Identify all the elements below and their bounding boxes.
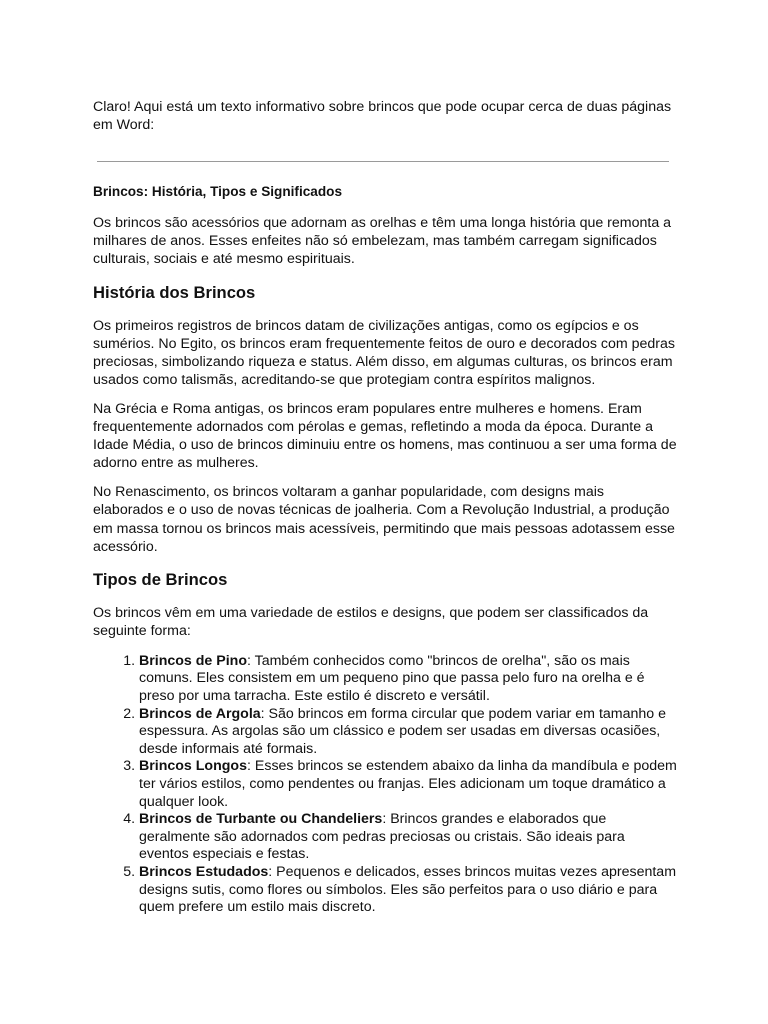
list-item <box>139 758 678 811</box>
list-item-description: : Também conhecidos como "brincos de orelha", são os mais comuns. Eles consistem em um pequeno pino que passa pelo furo na orelha e é preso por uma tarracha. Este estilo é discreto e versátil. <box>139 652 645 705</box>
list-item <box>139 811 678 864</box>
document-title: Brincos: História, Tipos e Significados <box>93 184 343 200</box>
list-item-description: : Esses brincos se estendem abaixo da linha da mandíbula e podem ter vários estilos, como pendentes ou franjas. Eles adicionam um toque dramático a qualquer look. <box>139 758 677 810</box>
list-item <box>139 653 678 706</box>
list-item <box>139 706 678 759</box>
history-heading: História dos Brincos <box>93 282 256 302</box>
history-paragraph-2: Na Grécia e Roma antigas, os brincos eram populares entre mulheres e homens. Eram frequentemente adornados com pérolas e gemas, refletindo a moda da época. Durante a Idade Média, o uso de brincos diminuiu entre os homens, mas continuou a ser uma forma de adorno entre as mulheres. <box>93 400 677 472</box>
horizontal-divider <box>97 161 669 162</box>
list-item-description: : Brincos grandes e elaborados que geralmente são adornados com pedras preciosas ou cristais. São ideais para eventos especiais e festas. <box>139 811 625 863</box>
history-paragraph-3: No Renascimento, os brincos voltaram a ganhar popularidade, com designs mais elaborados e o uso de novas técnicas de joalheria. Com a Revolução Industrial, a produção em massa tornou os brincos mais acessíveis, permitindo que mais pessoas adotassem esse acessório. <box>93 484 675 555</box>
opening-paragraph: Os brincos são acessórios que adornam as orelhas e têm uma longa história que remonta a milhares de anos. Esses enfeites não só embelezam, mas também carregam significados culturais, sociais e até mesmo espirituais. <box>93 215 672 268</box>
intro-text: Claro! Aqui está um texto informativo sobre brincos que pode ocupar cerca de duas páginas em Word: <box>93 99 672 134</box>
list-item-term: Brincos de Pino <box>139 652 247 669</box>
list-item-description: : São brincos em forma circular que podem variar em tamanho e espessura. As argolas são um clássico e podem ser usadas em diversas ocasiões, desde informais até formais. <box>139 705 666 757</box>
document-page <box>93 98 678 917</box>
types-intro: Os brincos vêm em uma variedade de estilos e designs, que podem ser classificados da seguinte forma: <box>93 604 649 639</box>
list-item <box>139 864 678 917</box>
list-item-term: Brincos de Argola <box>139 705 261 722</box>
list-item-term: Brincos Estudados <box>139 864 269 880</box>
list-item-description: : Pequenos e delicados, esses brincos muitas vezes apresentam designs sutis, como flores ou símbolos. Eles são perfeitos para o uso diário e para quem prefere um estilo mais discreto. <box>139 864 677 916</box>
types-list <box>93 653 678 917</box>
history-paragraph-1: Os primeiros registros de brincos datam de civilizações antigas, como os egípcios e os sumérios. No Egito, os brincos eram frequentemente feitos de ouro e decorados com pedras preciosas, simbolizando riqueza e status. Além disso, em algumas culturas, os brincos eram usados como talismãs, acreditando-se que protegiam contra espíritos malignos. <box>93 317 675 388</box>
list-item-term: Brincos Longos <box>139 758 247 775</box>
types-heading: Tipos de Brincos <box>93 569 228 589</box>
list-item-term: Brincos de Turbante ou Chandeliers <box>139 811 383 828</box>
